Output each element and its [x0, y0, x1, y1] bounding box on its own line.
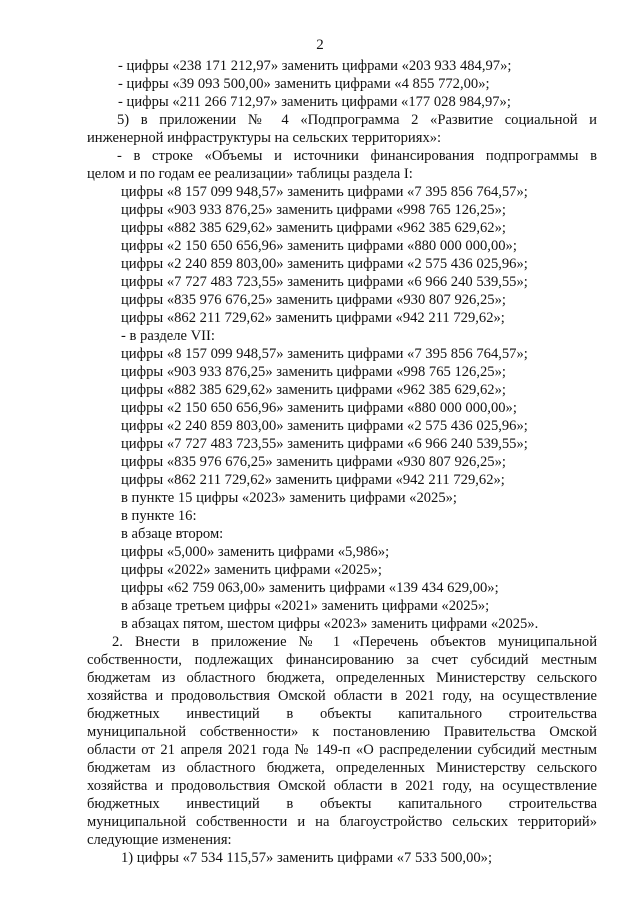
text-line: цифры «8 157 099 948,57» заменить цифрами «7 395 856 764,57»; [121, 346, 528, 362]
text-line: в пункте 15 цифры «2023» заменить цифрами «2025»; [121, 490, 457, 506]
text-line: цифры «882 385 629,62» заменить цифрами «962 385 629,62»; [121, 220, 506, 236]
text-line: цифры «62 759 063,00» заменить цифрами «139 434 629,00»; [121, 580, 499, 596]
text-line: бюджетных инвестиций в объекты капитального строительства [87, 706, 597, 722]
text-line: цифры «2 150 650 656,96» заменить цифрами «880 000 000,00»; [121, 400, 517, 416]
text-line: в абзаце третьем цифры «2021» заменить цифрами «2025»; [121, 598, 490, 614]
text-line: бюджетам из областного бюджета, определенных Министерству сельского [87, 760, 597, 776]
text-line: муниципальной собственности и на благоустройство сельских территорий» [87, 814, 597, 830]
text-line: - цифры «39 093 500,00» заменить цифрами «4 855 772,00»; [118, 76, 490, 92]
text-line: инженерной инфраструктуры на сельских территориях»: [87, 130, 442, 146]
text-line: 5) в приложении № 4 «Подпрограмма 2 «Развитие социальной и [117, 112, 597, 128]
text-line: цифры «7 727 483 723,55» заменить цифрами «6 966 240 539,55»; [121, 274, 528, 290]
text-line: в абзаце втором: [121, 526, 224, 542]
text-line: цифры «862 211 729,62» заменить цифрами «942 211 729,62»; [121, 472, 505, 488]
text-line: целом и по годам ее реализации» таблицы раздела I: [87, 166, 413, 182]
text-line: следующие изменения: [87, 832, 232, 848]
text-line: хозяйства и продовольствия Омской области в 2021 году, на осуществление [87, 778, 597, 794]
text-line: цифры «7 727 483 723,55» заменить цифрами «6 966 240 539,55»; [121, 436, 528, 452]
text-line: - цифры «238 171 212,97» заменить цифрами «203 933 484,97»; [118, 58, 512, 74]
text-line: цифры «2 240 859 803,00» заменить цифрами «2 575 436 025,96»; [121, 418, 528, 434]
text-line: - цифры «211 266 712,97» заменить цифрами «177 028 984,97»; [118, 94, 511, 110]
text-line: муниципальной собственности» к постановлению Правительства Омской [87, 724, 597, 740]
text-line: - в строке «Объемы и источники финансирования подпрограммы в [117, 148, 597, 164]
text-line: цифры «882 385 629,62» заменить цифрами «962 385 629,62»; [121, 382, 506, 398]
text-line: хозяйства и продовольствия Омской области в 2021 году, на осуществление [87, 688, 597, 704]
text-line: в абзацах пятом, шестом цифры «2023» заменить цифрами «2025». [121, 616, 539, 632]
text-line: цифры «5,000» заменить цифрами «5,986»; [121, 544, 390, 560]
text-line: в пункте 16: [121, 508, 197, 524]
text-line: цифры «835 976 676,25» заменить цифрами «930 807 926,25»; [121, 292, 506, 308]
text-line: цифры «835 976 676,25» заменить цифрами «930 807 926,25»; [121, 454, 506, 470]
text-line: цифры «862 211 729,62» заменить цифрами «942 211 729,62»; [121, 310, 505, 326]
text-line: - в разделе VII: [121, 328, 215, 344]
text-line: цифры «2 150 650 656,96» заменить цифрами «880 000 000,00»; [121, 238, 517, 254]
text-line: цифры «903 933 876,25» заменить цифрами «998 765 126,25»; [121, 364, 506, 380]
text-line: цифры «8 157 099 948,57» заменить цифрами «7 395 856 764,57»; [121, 184, 528, 200]
text-line: цифры «2022» заменить цифрами «2025»; [121, 562, 382, 578]
text-line: 2. Внести в приложение № 1 «Перечень объектов муниципальной [112, 634, 597, 650]
page-number: 2 [316, 37, 324, 53]
text-line: бюджетных инвестиций в объекты капитального строительства [87, 796, 597, 812]
text-line: 1) цифры «7 534 115,57» заменить цифрами «7 533 500,00»; [121, 850, 493, 866]
text-line: бюджетам из областного бюджета, определенных Министерству сельского [87, 670, 597, 686]
text-line: цифры «903 933 876,25» заменить цифрами «998 765 126,25»; [121, 202, 506, 218]
text-line: области от 21 апреля 2021 года № 149-п «О распределении субсидий местным [87, 742, 597, 758]
document-body [87, 57, 597, 867]
text-line: собственности, подлежащих финансированию за счет субсидий местным [87, 652, 597, 668]
text-line: цифры «2 240 859 803,00» заменить цифрами «2 575 436 025,96»; [121, 256, 528, 272]
